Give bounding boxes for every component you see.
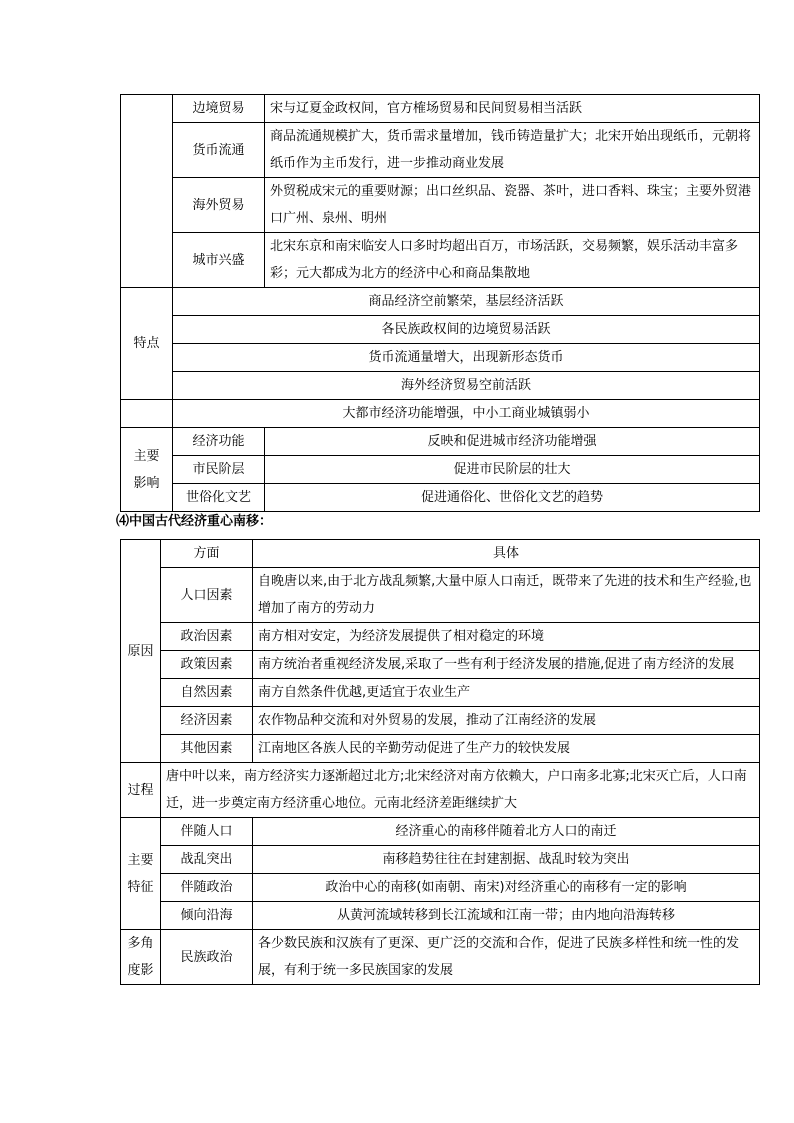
table-row bbox=[121, 651, 760, 679]
table-row bbox=[121, 123, 760, 178]
table-row bbox=[121, 902, 760, 930]
table-row bbox=[121, 818, 760, 846]
process-detail: 唐中叶以来，南方经济实力逐渐超过北方;北宋经济对南方依赖大，户口南多北寡;北宋灭亡后，人口南迁，进一步奠定南方经济重心地位。元南北经济差距继续扩大 bbox=[161, 763, 760, 818]
detail-cell: 外贸税成宋元的重要财源；出口丝织品、瓷器、茶叶，进口香料、珠宝；主要外贸港口广州、泉州、明州 bbox=[265, 178, 760, 233]
reasons-label: 原因 bbox=[121, 540, 161, 763]
table-row bbox=[121, 456, 760, 484]
aspect-cell: 世俗化文艺 bbox=[173, 484, 265, 512]
feature-cell: 商品经济空前繁荣，基层经济活跃 bbox=[173, 288, 760, 316]
detail-cell: 政治中心的南移(如南朝、南宋)对经济重心的南移有一定的影响 bbox=[253, 874, 760, 902]
aspect-cell: 经济因素 bbox=[161, 707, 253, 735]
features-label: 特点 bbox=[121, 288, 173, 400]
table-row bbox=[121, 874, 760, 902]
table-row bbox=[121, 846, 760, 874]
table-row bbox=[121, 372, 760, 400]
detail-cell: 商品流通规模扩大，货币需求量增加，钱币铸造量扩大；北宋开始出现纸币，元朝将纸币作为主币发行，进一步推动商业发展 bbox=[265, 123, 760, 178]
detail-cell: 促进通俗化、世俗化文艺的趋势 bbox=[265, 484, 760, 512]
feature-cell: 大都市经济功能增强，中小工商业城镇弱小 bbox=[173, 400, 760, 428]
table-row bbox=[121, 344, 760, 372]
detail-cell: 各少数民族和汉族有了更深、更广泛的交流和合作，促进了民族多样性和统一性的发展，有利于统一多民族国家的发展 bbox=[253, 930, 760, 985]
table-row bbox=[121, 316, 760, 344]
aspect-cell: 伴随人口 bbox=[161, 818, 253, 846]
feature-cell: 货币流通量增大，出现新形态货币 bbox=[173, 344, 760, 372]
multi-label bbox=[121, 930, 161, 985]
header-detail: 具体 bbox=[253, 540, 760, 568]
economy-table-song-yuan bbox=[120, 94, 760, 512]
table-row bbox=[121, 568, 760, 623]
multi-label-line2: 度影 bbox=[127, 963, 154, 978]
aspect-cell: 倾向沿海 bbox=[161, 902, 253, 930]
aspect-cell: 海外贸易 bbox=[173, 178, 265, 233]
header-aspect: 方面 bbox=[161, 540, 253, 568]
features-label-line1: 主要 bbox=[127, 852, 154, 868]
aspect-cell: 自然因素 bbox=[161, 679, 253, 707]
category-cell-blank bbox=[121, 95, 173, 288]
aspect-cell: 民族政治 bbox=[161, 930, 253, 985]
detail-cell: 宋与辽夏金政权间，官方榷场贸易和民间贸易相当活跃 bbox=[265, 95, 760, 123]
detail-cell: 自晚唐以来,由于北方战乱频繁,大量中原人口南迁，既带来了先进的技术和生产经验,也增加了南方的劳动力 bbox=[253, 568, 760, 623]
table-row bbox=[121, 95, 760, 123]
table-row bbox=[121, 679, 760, 707]
aspect-cell: 其他因素 bbox=[161, 735, 253, 763]
table-row bbox=[121, 233, 760, 288]
aspect-cell: 政策因素 bbox=[161, 651, 253, 679]
feature-cell: 各民族政权间的边境贸易活跃 bbox=[173, 316, 760, 344]
detail-cell: 农作物品种交流和对外贸易的发展，推动了江南经济的发展 bbox=[253, 707, 760, 735]
features-label-line2: 特征 bbox=[127, 879, 154, 895]
feature-cell: 海外经济贸易空前活跃 bbox=[173, 372, 760, 400]
table-row bbox=[121, 428, 760, 456]
impact-label bbox=[121, 428, 173, 512]
multi-label-line1: 多角 bbox=[127, 936, 154, 951]
detail-cell: 促进市民阶层的壮大 bbox=[265, 456, 760, 484]
impact-label-line1: 主要 bbox=[133, 448, 160, 464]
aspect-cell: 政治因素 bbox=[161, 623, 253, 651]
aspect-cell: 货币流通 bbox=[173, 123, 265, 178]
aspect-cell: 城市兴盛 bbox=[173, 233, 265, 288]
aspect-cell: 经济功能 bbox=[173, 428, 265, 456]
detail-cell: 南方统治者重视经济发展,采取了一些有利于经济发展的措施,促进了南方经济的发展 bbox=[253, 651, 760, 679]
aspect-cell: 市民阶层 bbox=[173, 456, 265, 484]
detail-cell: 南方相对安定，为经济发展提供了相对稳定的环境 bbox=[253, 623, 760, 651]
aspect-cell: 伴随政治 bbox=[161, 874, 253, 902]
table-row bbox=[121, 288, 760, 316]
detail-cell: 经济重心的南移伴随着北方人口的南迁 bbox=[253, 818, 760, 846]
detail-cell: 北宋东京和南宋临安人口多时均超出百万，市场活跃，交易频繁，娱乐活动丰富多彩；元大都成为北方的经济中心和商品集散地 bbox=[265, 233, 760, 288]
table-row bbox=[121, 178, 760, 233]
table-row bbox=[121, 484, 760, 512]
table-row bbox=[121, 400, 760, 428]
aspect-cell: 边境贸易 bbox=[173, 95, 265, 123]
table-row bbox=[121, 623, 760, 651]
detail-cell: 反映和促进城市经济功能增强 bbox=[265, 428, 760, 456]
aspect-cell: 战乱突出 bbox=[161, 846, 253, 874]
process-label: 过程 bbox=[121, 763, 161, 818]
table-row bbox=[121, 763, 760, 818]
table-row bbox=[121, 930, 760, 985]
table-row bbox=[121, 735, 760, 763]
table-row bbox=[121, 707, 760, 735]
section-heading: ⑷中国古代经济重心南移： bbox=[116, 514, 273, 529]
aspect-cell: 人口因素 bbox=[161, 568, 253, 623]
economic-center-shift-table bbox=[120, 539, 760, 985]
features-label bbox=[121, 818, 161, 930]
impact-label-line2: 影响 bbox=[133, 475, 160, 491]
table-header-row bbox=[121, 540, 760, 568]
detail-cell: 南方自然条件优越,更适宜于农业生产 bbox=[253, 679, 760, 707]
detail-cell: 南移趋势往往在封建割据、战乱时较为突出 bbox=[253, 846, 760, 874]
detail-cell: 从黄河流域转移到长江流域和江南一带；由内地向沿海转移 bbox=[253, 902, 760, 930]
detail-cell: 江南地区各族人民的辛勤劳动促进了生产力的较快发展 bbox=[253, 735, 760, 763]
category-cell-blank bbox=[121, 400, 173, 428]
